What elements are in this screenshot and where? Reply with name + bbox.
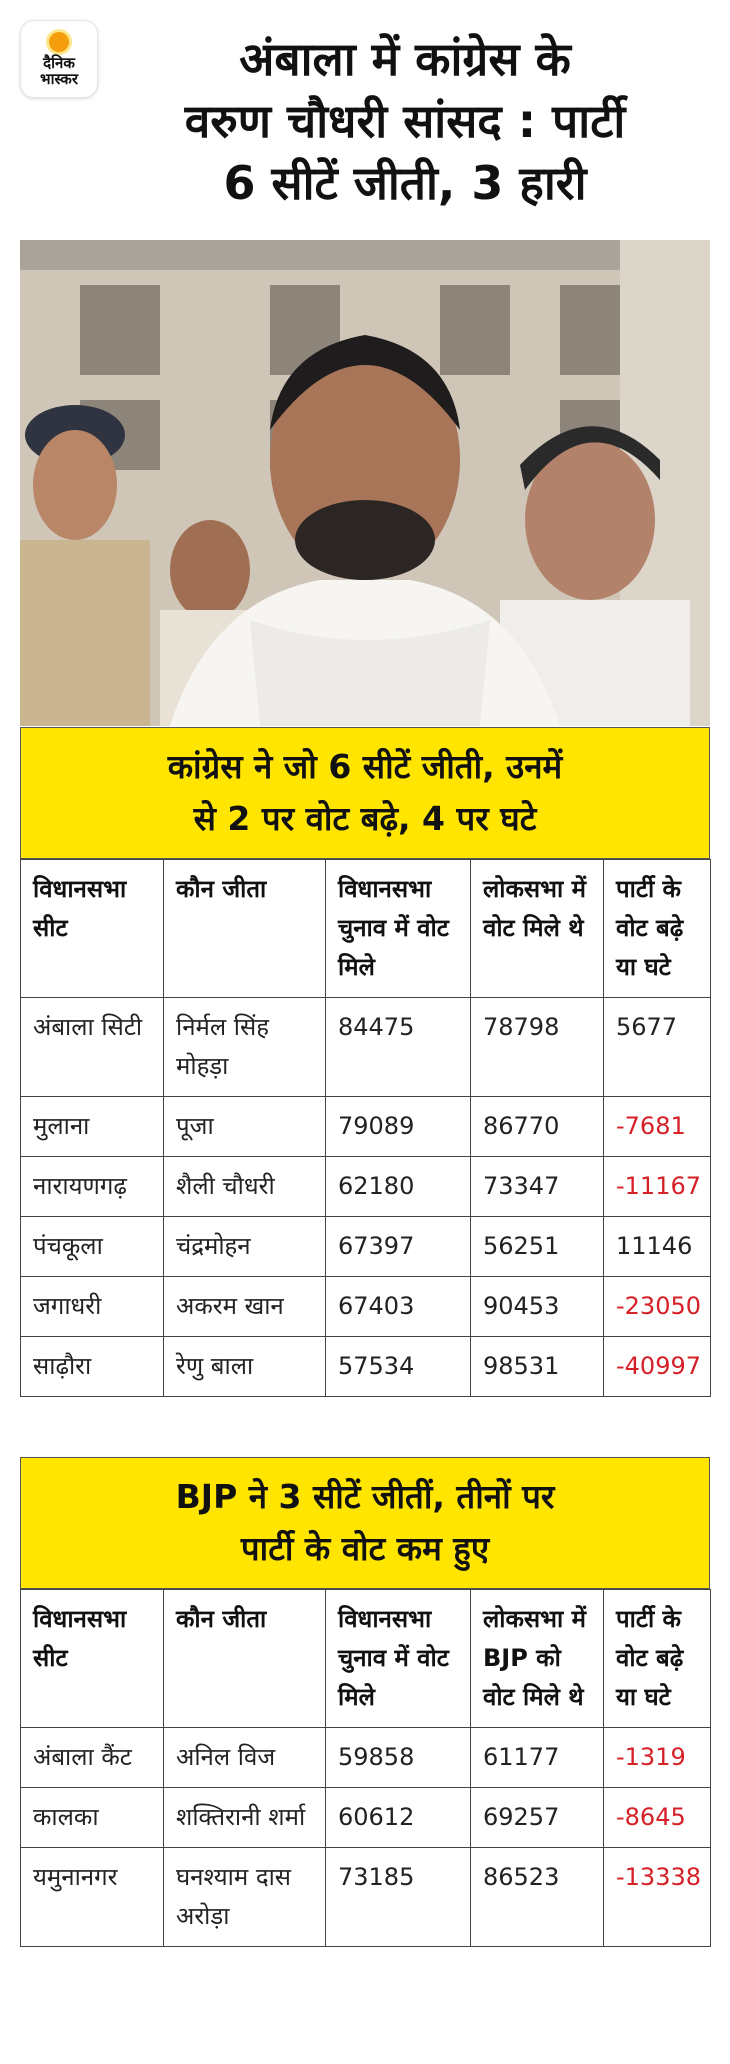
seat-cell: साढ़ौरा <box>21 1337 164 1397</box>
column-header: पार्टी के वोट बढ़े या घटे <box>604 1590 711 1728</box>
congress-section <box>20 727 710 1397</box>
table-header-row <box>21 1590 711 1728</box>
loksabha-votes-cell: 86523 <box>471 1848 604 1947</box>
winner-cell: अकरम खान <box>164 1277 326 1337</box>
table-row <box>21 1157 711 1217</box>
winner-cell: अनिल विज <box>164 1728 326 1788</box>
assembly-votes-cell: 60612 <box>326 1788 471 1848</box>
headline-line: 6 सीटें जीती, 3 हारी <box>223 156 587 210</box>
seat-cell: नारायणगढ़ <box>21 1157 164 1217</box>
vote-change-cell: -40997 <box>604 1337 711 1397</box>
assembly-votes-cell: 73185 <box>326 1848 471 1947</box>
vote-change-cell: -8645 <box>604 1788 711 1848</box>
column-header: विधानसभा चुनाव में वोट मिले <box>326 1590 471 1728</box>
banner-line: से 2 पर वोट बढ़े, 4 पर घटे <box>193 799 537 838</box>
banner-line: BJP ने 3 सीटें जीतीं, तीनों पर <box>175 1477 555 1516</box>
bjp-table <box>20 1589 711 1947</box>
assembly-votes-cell: 67397 <box>326 1217 471 1277</box>
assembly-votes-cell: 57534 <box>326 1337 471 1397</box>
table-row <box>21 1848 711 1947</box>
table-row <box>21 1788 711 1848</box>
congress-table <box>20 859 711 1397</box>
loksabha-votes-cell: 69257 <box>471 1788 604 1848</box>
winner-cell: घनश्याम दास अरोड़ा <box>164 1848 326 1947</box>
table-row <box>21 1337 711 1397</box>
banner-line: पार्टी के वोट कम हुए <box>240 1529 490 1568</box>
assembly-votes-cell: 67403 <box>326 1277 471 1337</box>
assembly-votes-cell: 84475 <box>326 998 471 1097</box>
winner-cell: चंद्रमोहन <box>164 1217 326 1277</box>
seat-cell: कालका <box>21 1788 164 1848</box>
sun-icon <box>49 32 69 52</box>
column-header: लोकसभा में BJP को वोट मिले थे <box>471 1590 604 1728</box>
header <box>0 0 730 240</box>
seat-cell: मुलाना <box>21 1097 164 1157</box>
seat-cell: यमुनानगर <box>21 1848 164 1947</box>
vote-change-cell: -7681 <box>604 1097 711 1157</box>
vote-change-cell: 5677 <box>604 998 711 1097</box>
winner-cell: शैली चौधरी <box>164 1157 326 1217</box>
banner-line: कांग्रेस ने जो 6 सीटें जीती, उनमें <box>167 747 563 786</box>
seat-cell: अंबाला सिटी <box>21 998 164 1097</box>
logo-text-line1: दैनिक <box>43 53 75 72</box>
loksabha-votes-cell: 61177 <box>471 1728 604 1788</box>
loksabha-votes-cell: 98531 <box>471 1337 604 1397</box>
loksabha-votes-cell: 90453 <box>471 1277 604 1337</box>
news-photo <box>20 240 710 726</box>
column-header: विधानसभा सीट <box>21 1590 164 1728</box>
vote-change-cell: -13338 <box>604 1848 711 1947</box>
winner-cell: रेणु बाला <box>164 1337 326 1397</box>
column-header: विधानसभा चुनाव में वोट मिले <box>326 860 471 998</box>
logo-text-line2: भास्कर <box>40 69 78 88</box>
table-row <box>21 1277 711 1337</box>
column-header: लोकसभा में वोट मिले थे <box>471 860 604 998</box>
vote-change-cell: 11146 <box>604 1217 711 1277</box>
table-row <box>21 1728 711 1788</box>
assembly-votes-cell: 62180 <box>326 1157 471 1217</box>
loksabha-votes-cell: 73347 <box>471 1157 604 1217</box>
loksabha-votes-cell: 78798 <box>471 998 604 1097</box>
winner-cell: शक्तिरानी शर्मा <box>164 1788 326 1848</box>
bjp-section <box>20 1457 710 1947</box>
bjp-banner <box>20 1457 710 1589</box>
vote-change-cell: -23050 <box>604 1277 711 1337</box>
headline-line: वरुण चौधरी सांसद : पार्टी <box>184 94 626 148</box>
seat-cell: जगाधरी <box>21 1277 164 1337</box>
table-row <box>21 1217 711 1277</box>
column-header: कौन जीता <box>164 1590 326 1728</box>
column-header: कौन जीता <box>164 860 326 998</box>
headline-line: अंबाला में कांग्रेस के <box>239 32 571 86</box>
assembly-votes-cell: 59858 <box>326 1728 471 1788</box>
loksabha-votes-cell: 86770 <box>471 1097 604 1157</box>
table-row <box>21 1097 711 1157</box>
loksabha-votes-cell: 56251 <box>471 1217 604 1277</box>
congress-banner <box>20 727 710 859</box>
table-row <box>21 998 711 1097</box>
dainik-bhaskar-logo[interactable] <box>20 20 98 98</box>
winner-cell: पूजा <box>164 1097 326 1157</box>
assembly-votes-cell: 79089 <box>326 1097 471 1157</box>
table-header-row <box>21 860 711 998</box>
seat-cell: अंबाला कैंट <box>21 1728 164 1788</box>
column-header: विधानसभा सीट <box>21 860 164 998</box>
vote-change-cell: -1319 <box>604 1728 711 1788</box>
seat-cell: पंचकूला <box>21 1217 164 1277</box>
photo-illustration <box>20 240 710 726</box>
vote-change-cell: -11167 <box>604 1157 711 1217</box>
winner-cell: निर्मल सिंह मोहड़ा <box>164 998 326 1097</box>
headline <box>110 28 700 214</box>
column-header: पार्टी के वोट बढ़े या घटे <box>604 860 711 998</box>
